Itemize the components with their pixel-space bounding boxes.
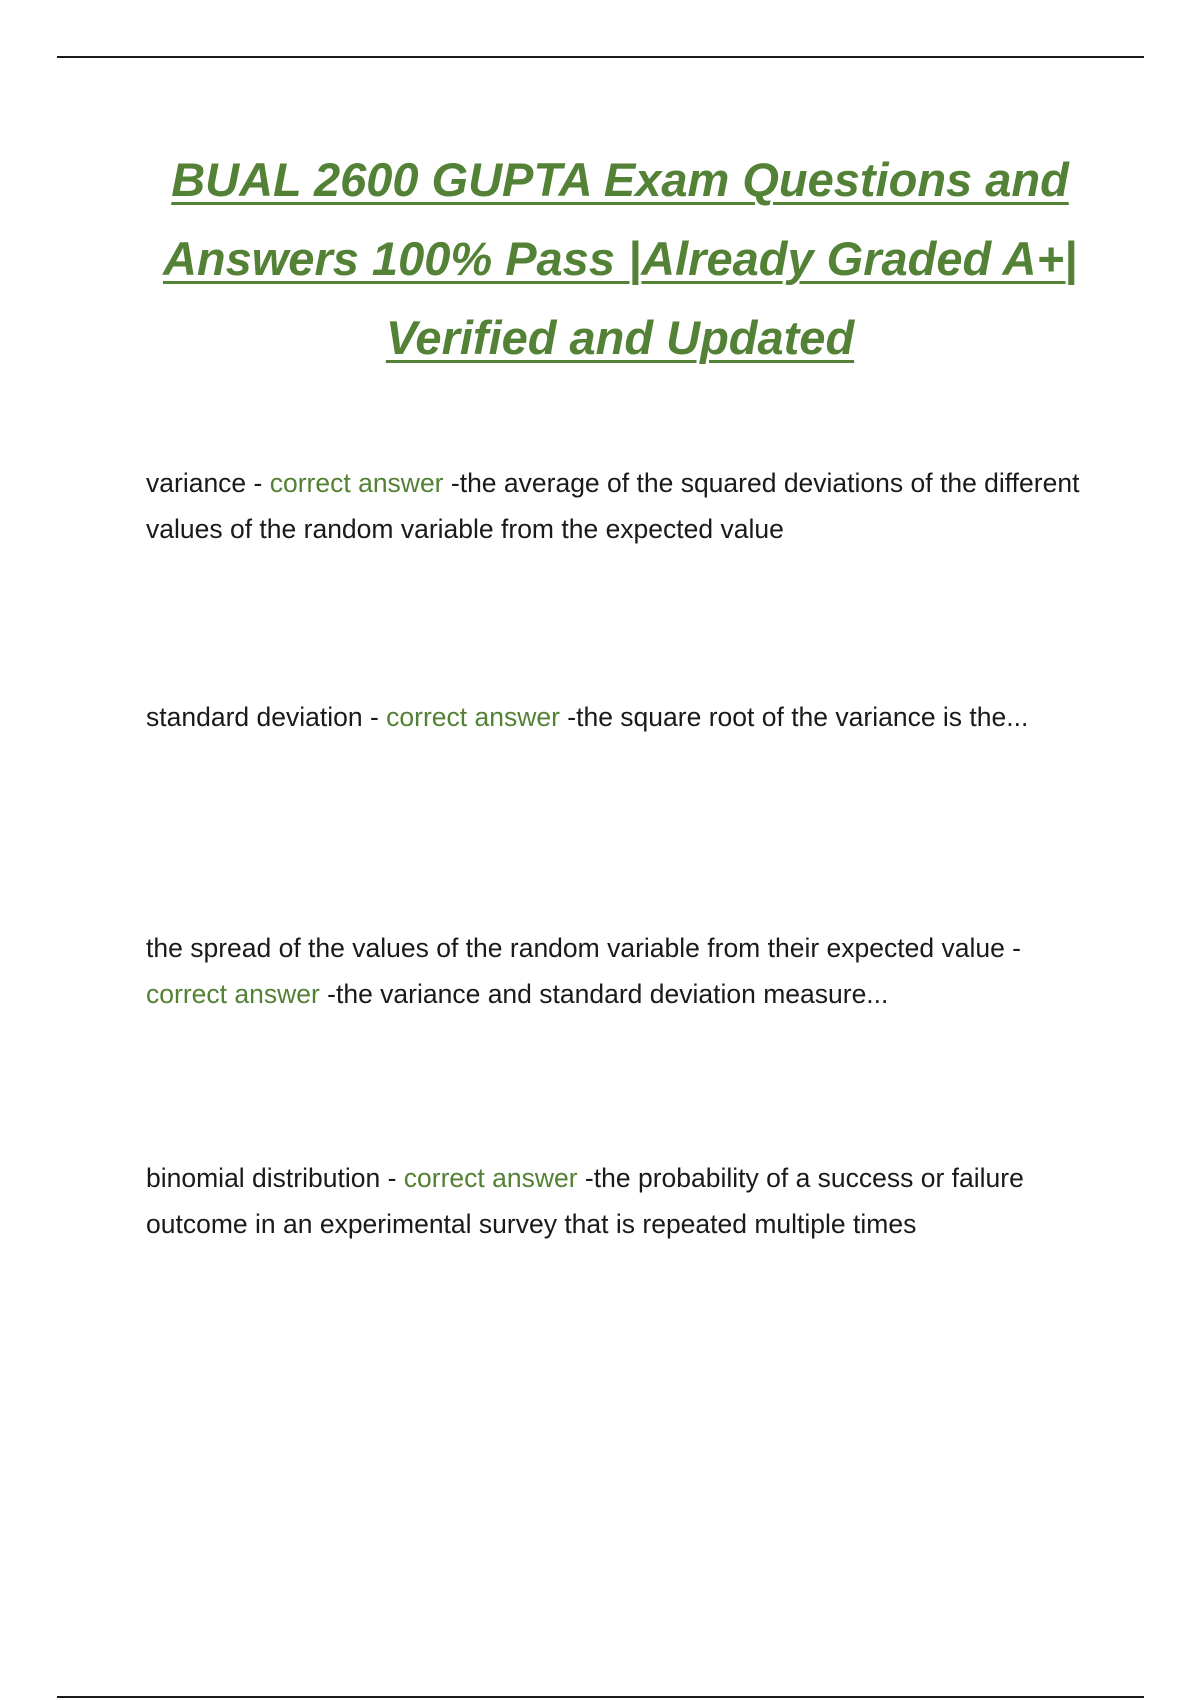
correct-answer-label: correct answer: [146, 979, 320, 1009]
correct-answer-label: correct answer: [386, 702, 560, 732]
qa-term: standard deviation: [146, 702, 363, 732]
qa-separator: -: [380, 1163, 404, 1193]
qa-term: binomial distribution: [146, 1163, 381, 1193]
qa-answer: -the probability of a success or failure outcome in an experimental survey that is repeated multiple times: [146, 1163, 1024, 1239]
qa-separator: -: [246, 468, 270, 498]
qa-item-variance: [146, 460, 1086, 552]
bottom-rule: [57, 1696, 1144, 1698]
document-title: BUAL 2600 GUPTA Exam Questions and Answers 100% Pass |Already Graded A+| Verified and Updated: [162, 153, 1078, 364]
qa-item-binomial-distribution: [146, 1155, 1086, 1247]
qa-item-standard-deviation: [146, 694, 1086, 740]
qa-answer: -the variance and standard deviation measure...: [319, 979, 889, 1009]
qa-answer: -the square root of the variance is the...: [559, 702, 1029, 732]
qa-answer: -the average of the squared deviations of the different values of the random variable from the expected value: [146, 468, 1080, 544]
qa-term: the spread of the values of the random variable from their expected value: [146, 933, 1005, 963]
qa-separator: -: [1004, 933, 1021, 963]
top-rule: [57, 56, 1144, 58]
correct-answer-label: correct answer: [403, 1163, 578, 1193]
qa-separator: -: [362, 702, 387, 732]
qa-item-spread: [146, 925, 1086, 1017]
qa-term: variance: [146, 468, 247, 498]
correct-answer-label: correct answer: [269, 468, 444, 498]
